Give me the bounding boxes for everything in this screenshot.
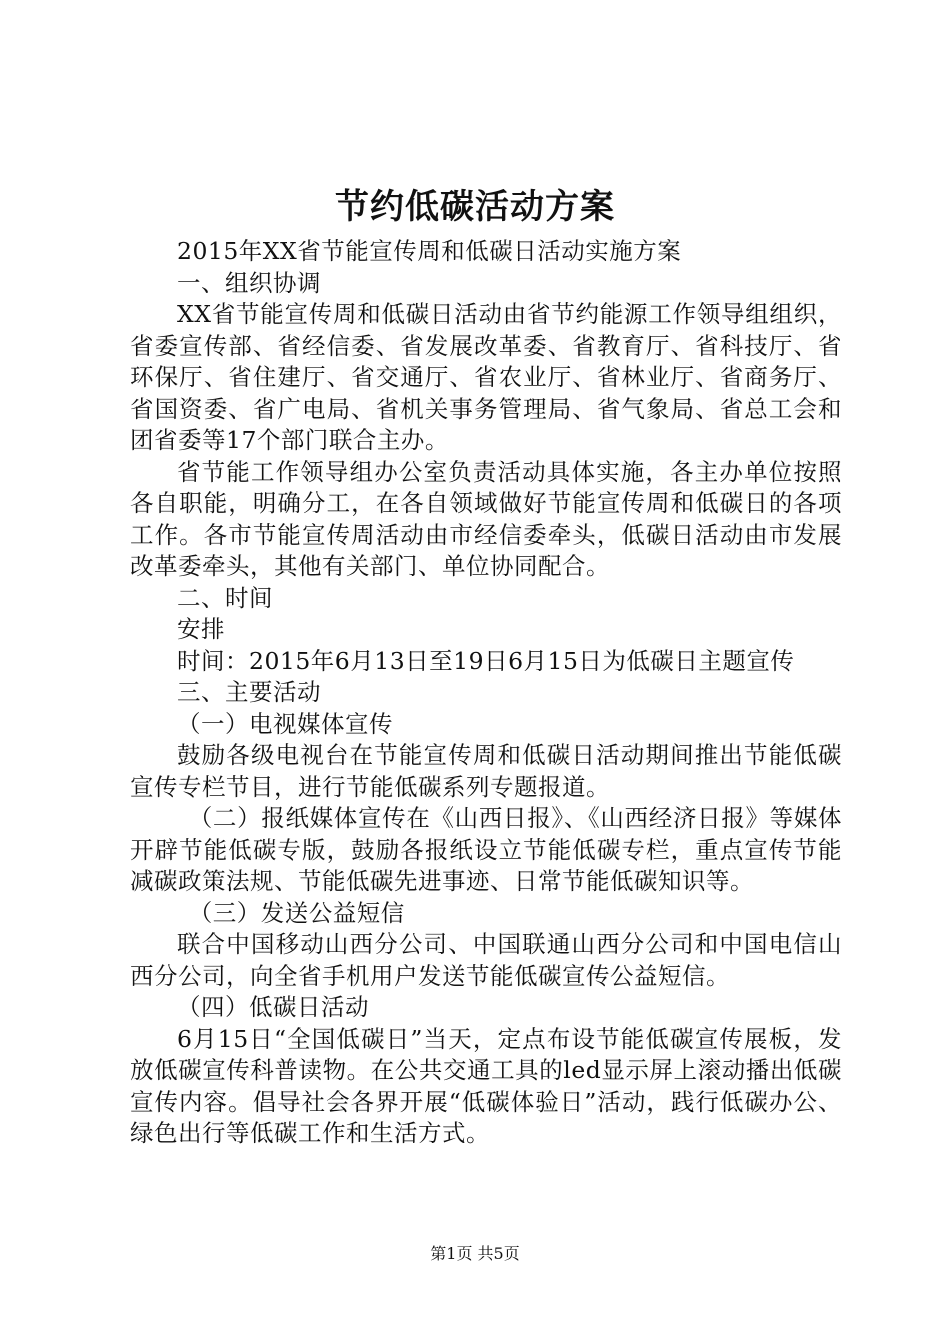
paragraph-organizers: XX省节能宣传周和低碳日活动由省节约能源工作领导组组织，省委宣传部、省经信委、省发展改革委、省教育厅、省科技厅、省环保厅、省住建厅、省交通厅、省农业厅、省林业厅、省商务厅、省国资委、省广电局、省机关事务管理局、省气象局、省总工会和团省委等17个部门联合主办。 [130,300,842,454]
subheading-low-carbon-day: （四）低碳日活动 [177,993,369,1021]
section-heading-organization: 一、组织协调 [177,268,321,297]
plan-heading: 2015年XX省节能宣传周和低碳日活动实施方案 [177,237,682,265]
paragraph-low-carbon-day: 6月15日“全国低碳日”当天，定点布设节能低碳宣传展板，发放低碳宣传科普读物。在公共交通工具的led显示屏上滚动播出低碳宣传内容。倡导社会各界开展“低碳体验日”活动，践行低碳办公、绿色出行等低碳工作和生活方式。 [130,1024,842,1147]
page-number-footer: 第1页 共5页 [430,1244,520,1263]
section-heading-activities: 三、主要活动 [177,678,321,706]
subheading-sms: （三）发送公益短信 [188,898,405,927]
document-body [130,236,842,1150]
paragraph-tv-media: 鼓励各级电视台在节能宣传周和低碳日活动期间推出节能低碳宣传专栏节目，进行节能低碳系列专题报道。 [130,741,842,801]
paragraph-time: 时间：2015年6月13日至19日6月15日为低碳日主题宣传 [177,646,795,675]
paragraph-arrangement: 安排 [177,615,225,643]
paragraph-implementation: 省节能工作领导组办公室负责活动具体实施，各主办单位按照各自职能，明确分工，在各自领域做好节能宣传周和低碳日的各项工作。各市节能宣传周活动由市经信委牵头，低碳日活动由市发展改革委牵头，其他有关部门、单位协同配合。 [130,457,842,580]
subheading-tv-media: （一）电视媒体宣传 [177,709,393,738]
section-heading-time: 二、时间 [177,583,273,612]
document-title: 节约低碳活动方案 [335,187,615,227]
paragraph-newspaper-media: （二）报纸媒体宣传在《山西日报》、《山西经济日报》等媒体开辟节能低碳专版，鼓励各报纸设立节能低碳专栏，重点宣传节能减碳政策法规、节能低碳先进事迹、日常节能低碳知识等。 [130,804,842,895]
paragraph-sms: 联合中国移动山西分公司、中国联通山西分公司和中国电信山西分公司，向全省手机用户发送节能低碳宣传公益短信。 [130,930,842,990]
